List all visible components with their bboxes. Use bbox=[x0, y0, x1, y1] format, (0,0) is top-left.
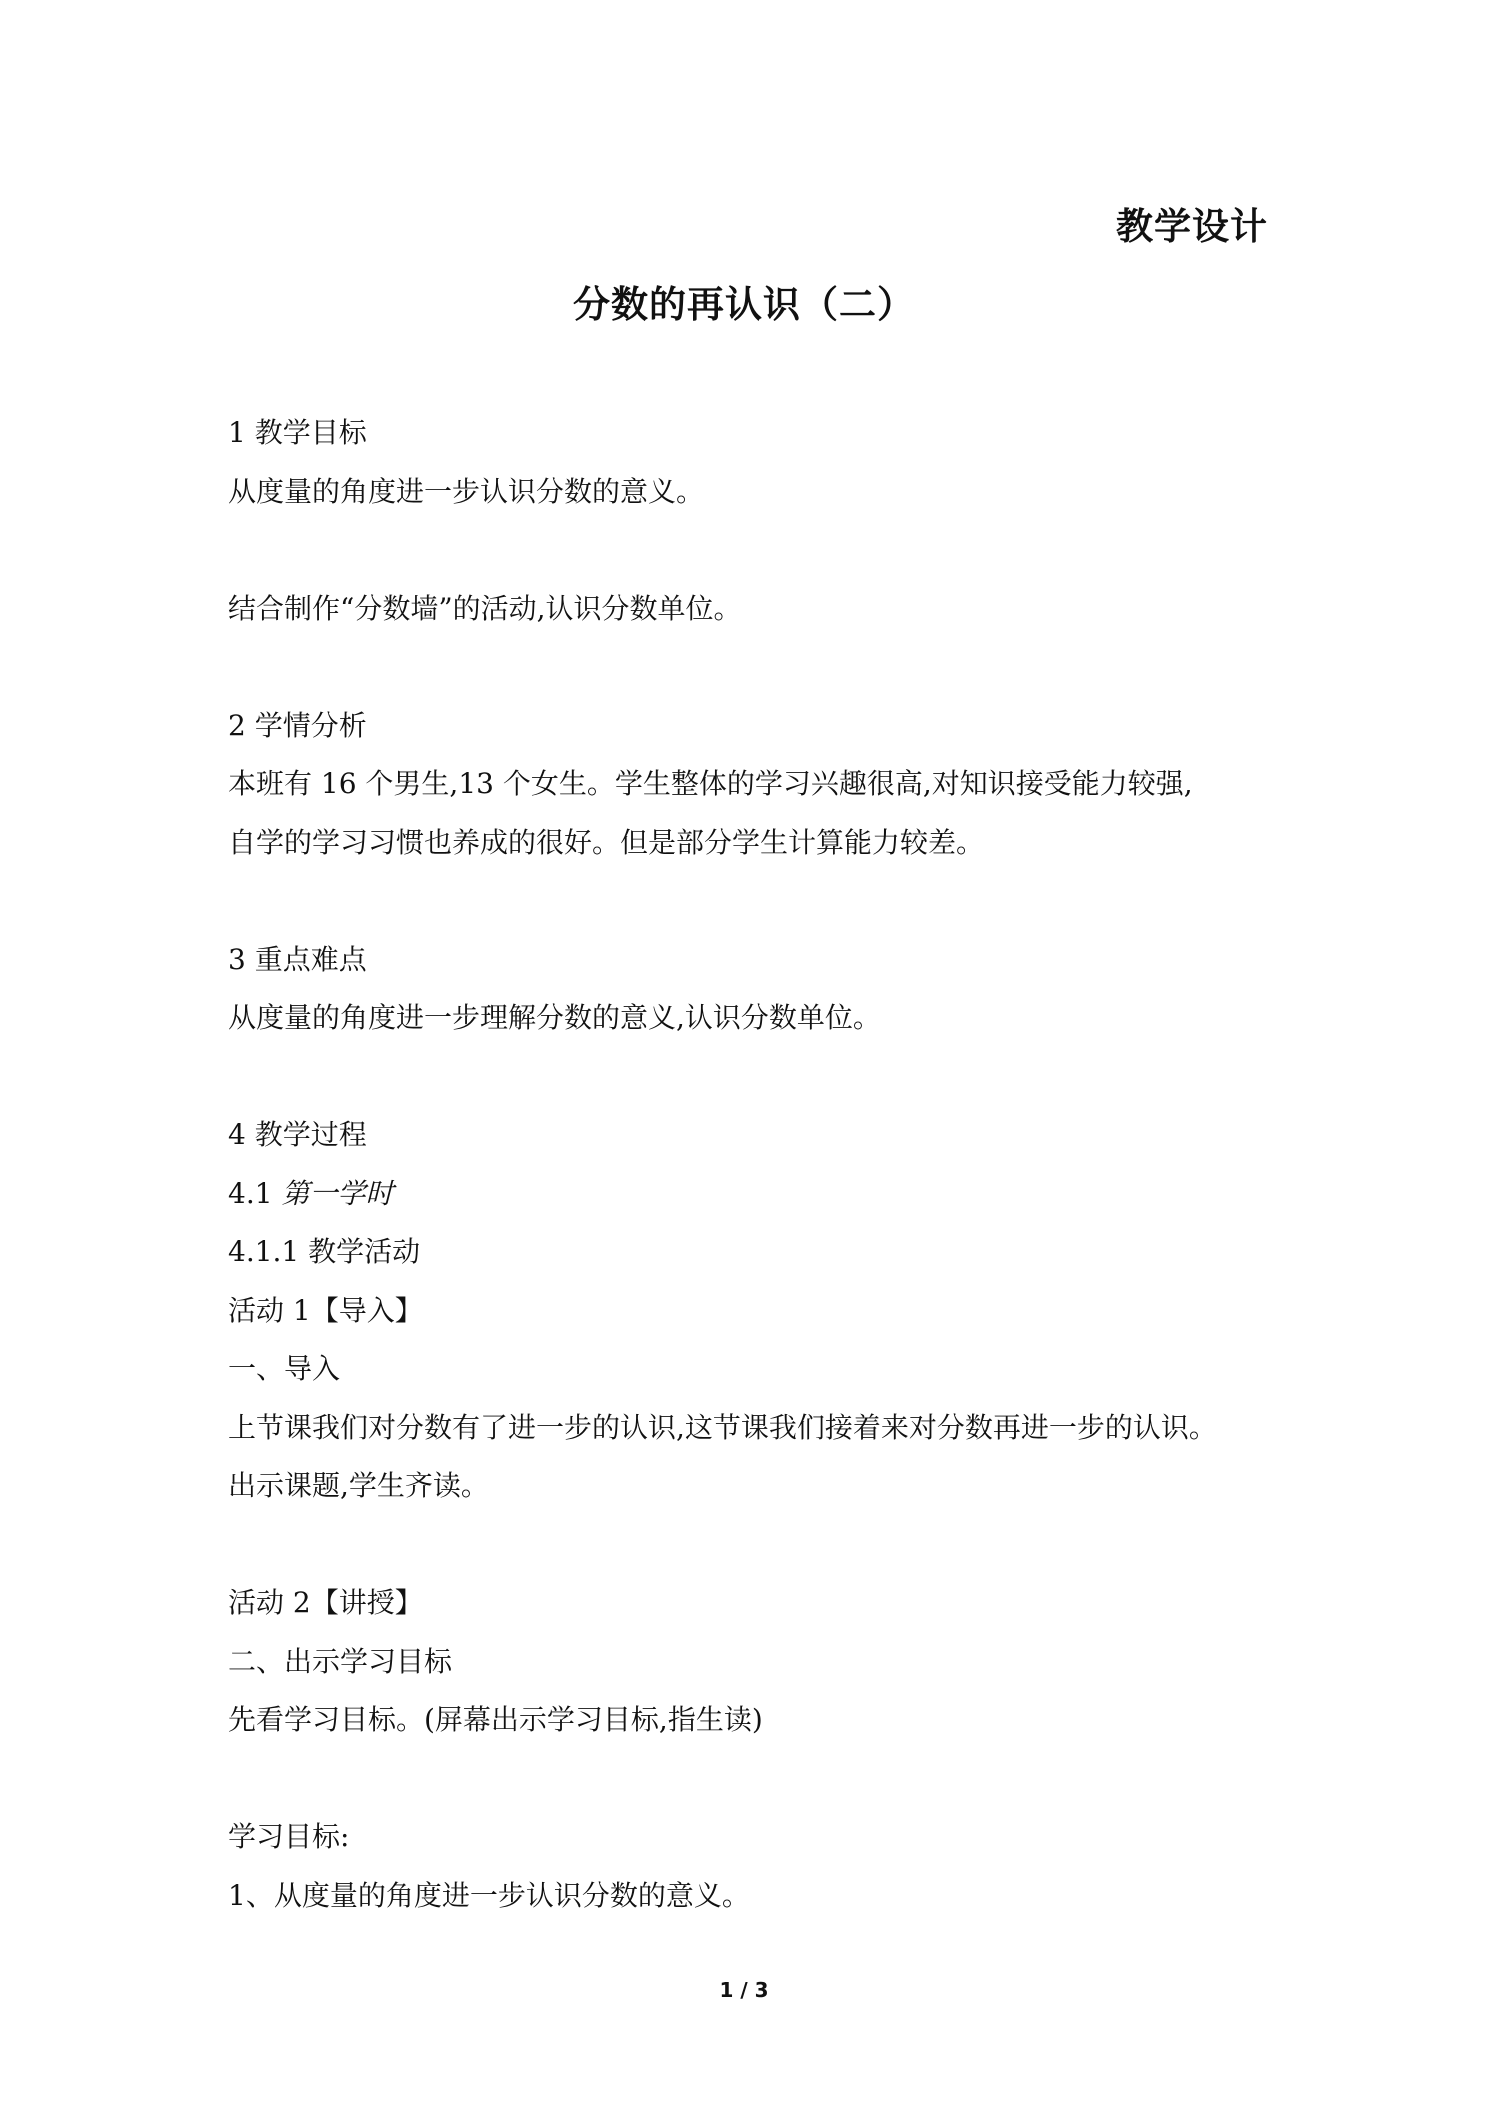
blank-line bbox=[228, 1516, 1288, 1575]
sub-heading: 4.1.1 教学活动 bbox=[228, 1235, 421, 1268]
lesson-heading bbox=[228, 1165, 1288, 1224]
paragraph: 结合制作“分数墙”的活动,认识分数单位。 bbox=[228, 591, 742, 625]
paragraph: 本班有 16 个男生,13 个女生。学生整体的学习兴趣很高,对知识接受能力较强, bbox=[228, 767, 1193, 800]
goal-item: 1、从度量的角度进一步认识分数的意义。 bbox=[228, 1878, 750, 1912]
page-number: 1 / 3 bbox=[719, 1978, 769, 2002]
section-heading-objectives: 1 教学目标 bbox=[228, 416, 367, 449]
blank-line bbox=[228, 521, 1288, 580]
section-heading-process: 4 教学过程 bbox=[228, 1118, 367, 1151]
paragraph: 上节课我们对分数有了进一步的认识,这节课我们接着来对分数再进一步的认识。 bbox=[228, 1410, 1217, 1444]
paragraph: 从度量的角度进一步理解分数的意义,认识分数单位。 bbox=[228, 1001, 881, 1034]
paragraph: 自学的学习习惯也养成的很好。但是部分学生计算能力较差。 bbox=[228, 825, 985, 859]
lesson-number: 4.1 bbox=[228, 1176, 273, 1210]
blank-line bbox=[228, 638, 1288, 697]
paragraph: 先看学习目标。(屏幕出示学习目标,指生读) bbox=[228, 1703, 763, 1736]
document-body bbox=[228, 404, 1288, 1925]
blank-line bbox=[228, 1048, 1288, 1107]
lesson-label: 第一学时 bbox=[281, 1176, 394, 1210]
paragraph: 从度量的角度进一步认识分数的意义。 bbox=[228, 474, 705, 508]
activity-title: 活动 1【导入】 bbox=[228, 1293, 423, 1327]
activity-title: 活动 2【讲授】 bbox=[228, 1586, 423, 1619]
section-heading-analysis: 2 学情分析 bbox=[228, 708, 367, 742]
blank-line bbox=[228, 872, 1288, 931]
document-header: 教学设计 bbox=[1116, 205, 1268, 248]
paragraph: 出示课题,学生齐读。 bbox=[228, 1469, 489, 1502]
goals-label: 学习目标: bbox=[228, 1820, 350, 1853]
document-title: 分数的再认识（二） bbox=[573, 283, 915, 326]
section-heading-key-points: 3 重点难点 bbox=[228, 942, 367, 976]
activity-step: 二、出示学习目标 bbox=[228, 1644, 453, 1678]
activity-step: 一、导入 bbox=[228, 1352, 341, 1385]
blank-line bbox=[228, 1750, 1288, 1809]
